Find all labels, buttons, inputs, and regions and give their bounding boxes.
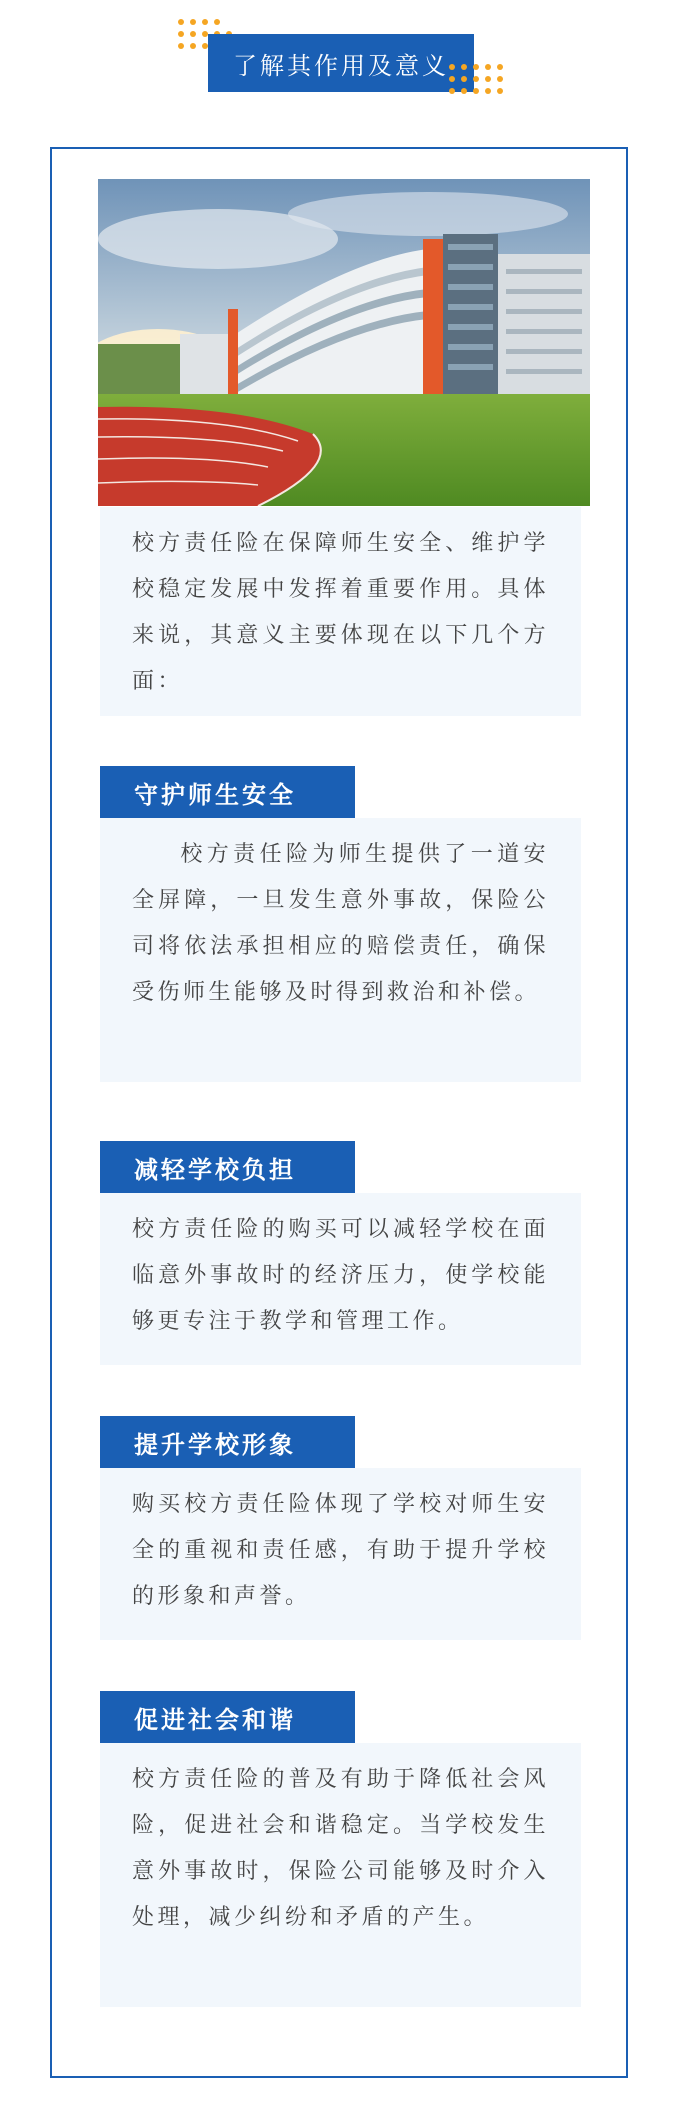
page-title-text: 了解其作用及意义 <box>233 51 449 80</box>
section-title-harmony <box>100 1691 355 1743</box>
decorative-dots-right <box>449 64 503 94</box>
section-title-safety <box>100 766 355 818</box>
section-text: 校方责任险的普及有助于降低社会风险，促进社会和谐稳定。当学校发生意外事故时，保险公司能够及时介入处理，减少纠纷和矛盾的产生。 <box>132 1767 549 1930</box>
section-text: 校方责任险为师生提供了一道安全屏障，一旦发生意外事故，保险公司将依法承担相应的赔偿责任，确保受伤师生能够及时得到救治和补偿。 <box>132 842 549 1005</box>
section-card-safety <box>100 818 581 1082</box>
section-title-image <box>100 1416 355 1468</box>
intro-text: 校方责任险在保障师生安全、维护学校稳定发展中发挥着重要作用。具体来说，其意义主要体现在以下几个方面： <box>132 531 549 694</box>
school-building-photo <box>98 179 590 506</box>
section-card-burden <box>100 1193 581 1365</box>
section-text: 校方责任险的购买可以减轻学校在面临意外事故时的经济压力，使学校能够更专注于教学和管理工作。 <box>132 1217 549 1334</box>
section-card-harmony <box>100 1743 581 2007</box>
section-card-image <box>100 1468 581 1640</box>
section-title-text: 减轻学校负担 <box>134 1155 296 1184</box>
intro-card <box>100 507 581 716</box>
section-title-burden <box>100 1141 355 1193</box>
section-title-text: 提升学校形象 <box>134 1430 296 1459</box>
section-title-text: 守护师生安全 <box>134 780 296 809</box>
page-title <box>208 34 474 92</box>
section-title-text: 促进社会和谐 <box>134 1705 296 1734</box>
section-text: 购买校方责任险体现了学校对师生安全的重视和责任感，有助于提升学校的形象和声誉。 <box>132 1492 549 1609</box>
